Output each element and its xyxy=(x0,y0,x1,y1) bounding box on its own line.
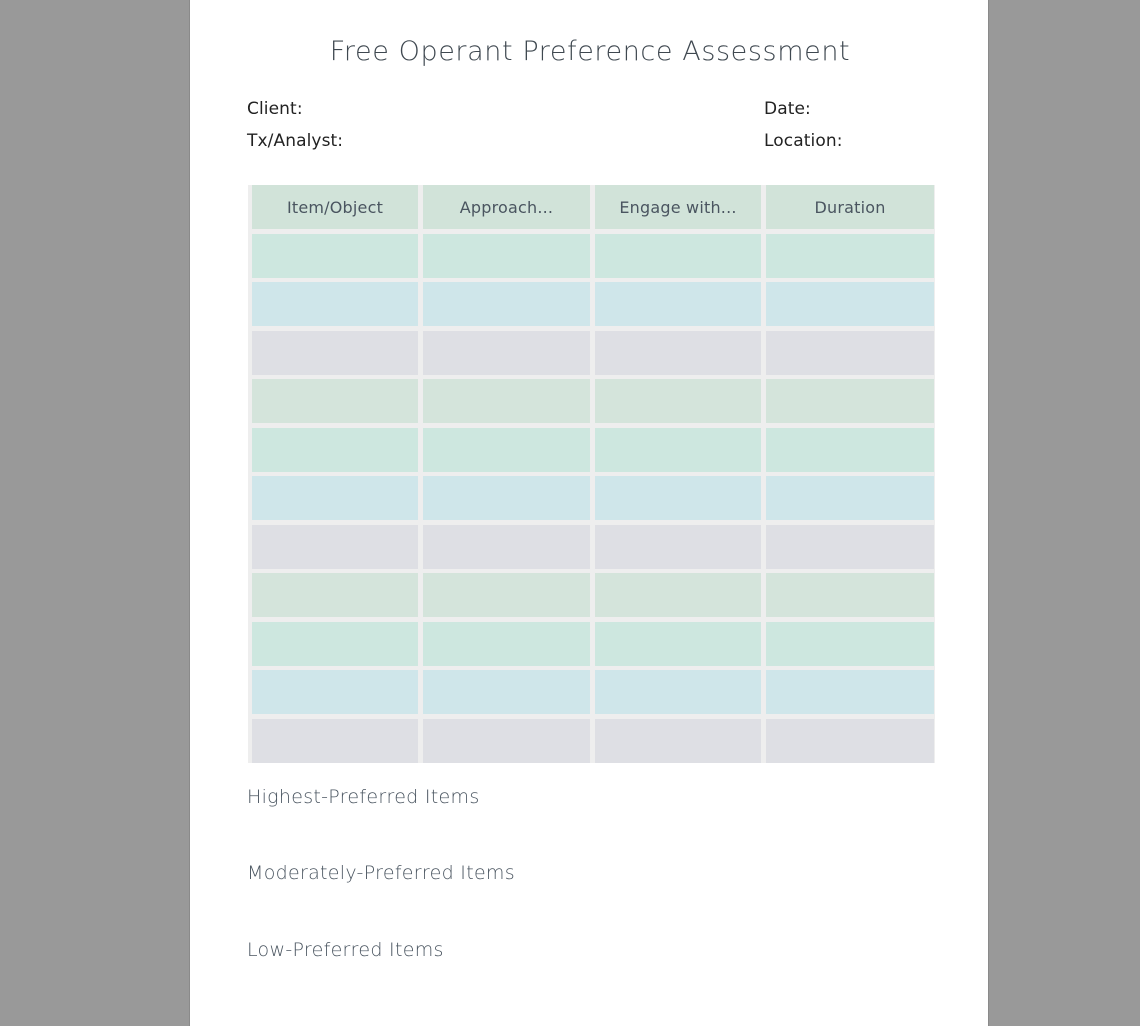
cell-duration-row-11[interactable] xyxy=(766,719,934,763)
page-title: Free Operant Preference Assessment xyxy=(329,36,851,67)
cell-approach-row-10[interactable] xyxy=(423,670,590,714)
cell-engage-with-row-10[interactable] xyxy=(595,670,761,714)
header-approach: Approach... xyxy=(423,185,590,229)
cell-item-object-row-9[interactable] xyxy=(252,622,418,666)
cell-item-object-row-6[interactable] xyxy=(252,476,418,520)
client-label: Client: xyxy=(247,99,303,119)
cell-approach-row-5[interactable] xyxy=(423,428,590,472)
cell-engage-with-row-5[interactable] xyxy=(595,428,761,472)
highest-preferred-label: Highest-Preferred Items xyxy=(247,786,480,808)
cell-engage-with-row-2[interactable] xyxy=(595,282,761,326)
header-item-object: Item/Object xyxy=(252,185,418,229)
assessment-grid xyxy=(252,185,935,763)
header-duration: Duration xyxy=(766,185,934,229)
cell-item-object-row-10[interactable] xyxy=(252,670,418,714)
cell-engage-with-row-9[interactable] xyxy=(595,622,761,666)
cell-item-object-row-1[interactable] xyxy=(252,234,418,278)
assessment-table xyxy=(248,185,935,763)
cell-approach-row-2[interactable] xyxy=(423,282,590,326)
cell-approach-row-9[interactable] xyxy=(423,622,590,666)
cell-approach-row-1[interactable] xyxy=(423,234,590,278)
cell-duration-row-4[interactable] xyxy=(766,379,934,423)
cell-item-object-row-8[interactable] xyxy=(252,573,418,617)
cell-duration-row-7[interactable] xyxy=(766,525,934,569)
cell-duration-row-2[interactable] xyxy=(766,282,934,326)
cell-engage-with-row-4[interactable] xyxy=(595,379,761,423)
cell-approach-row-11[interactable] xyxy=(423,719,590,763)
cell-engage-with-row-3[interactable] xyxy=(595,331,761,375)
cell-item-object-row-11[interactable] xyxy=(252,719,418,763)
cell-duration-row-8[interactable] xyxy=(766,573,934,617)
location-label: Location: xyxy=(764,131,843,151)
cell-duration-row-1[interactable] xyxy=(766,234,934,278)
cell-duration-row-10[interactable] xyxy=(766,670,934,714)
cell-engage-with-row-1[interactable] xyxy=(595,234,761,278)
cell-item-object-row-5[interactable] xyxy=(252,428,418,472)
cell-engage-with-row-7[interactable] xyxy=(595,525,761,569)
cell-engage-with-row-8[interactable] xyxy=(595,573,761,617)
cell-item-object-row-4[interactable] xyxy=(252,379,418,423)
cell-approach-row-8[interactable] xyxy=(423,573,590,617)
cell-approach-row-7[interactable] xyxy=(423,525,590,569)
cell-duration-row-3[interactable] xyxy=(766,331,934,375)
header-engage-with: Engage with... xyxy=(595,185,761,229)
cell-item-object-row-2[interactable] xyxy=(252,282,418,326)
cell-approach-row-3[interactable] xyxy=(423,331,590,375)
cell-engage-with-row-11[interactable] xyxy=(595,719,761,763)
low-preferred-label: Low-Preferred Items xyxy=(247,939,444,961)
cell-approach-row-6[interactable] xyxy=(423,476,590,520)
cell-duration-row-9[interactable] xyxy=(766,622,934,666)
moderately-preferred-label: Moderately-Preferred Items xyxy=(247,862,515,884)
cell-item-object-row-3[interactable] xyxy=(252,331,418,375)
date-label: Date: xyxy=(764,99,811,119)
cell-duration-row-6[interactable] xyxy=(766,476,934,520)
document-page xyxy=(189,0,989,1026)
cell-item-object-row-7[interactable] xyxy=(252,525,418,569)
analyst-label: Tx/Analyst: xyxy=(247,131,344,151)
cell-engage-with-row-6[interactable] xyxy=(595,476,761,520)
cell-duration-row-5[interactable] xyxy=(766,428,934,472)
cell-approach-row-4[interactable] xyxy=(423,379,590,423)
